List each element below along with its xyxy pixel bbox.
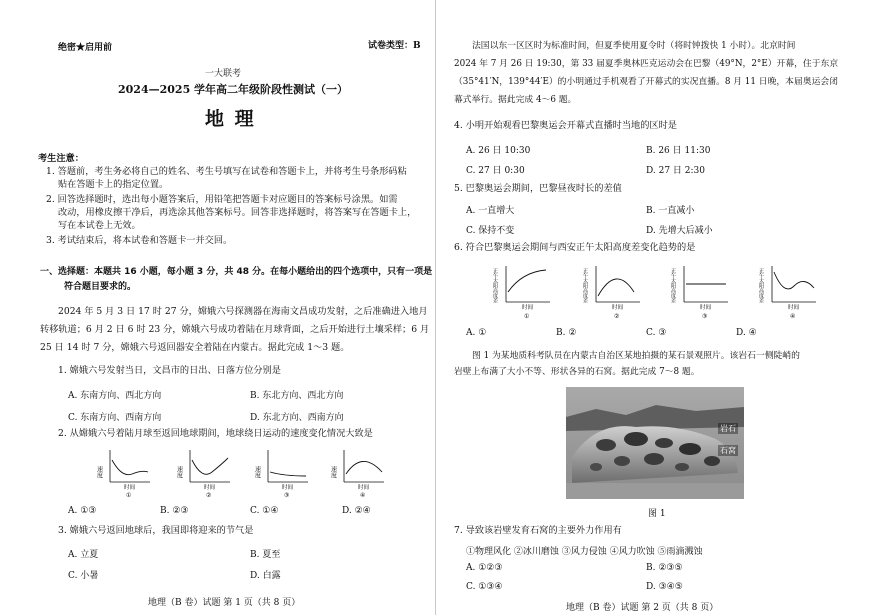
note-line-5: 写在本试卷上无效。 (58, 220, 141, 231)
notes-title: 考生注意： (38, 153, 84, 164)
q2-graph-3-xlabel: 时间 (282, 485, 294, 491)
q6-graph-3 (670, 262, 734, 320)
note-line-4: 改动，用橡皮擦干净后，再选涂其他答案标号。回答非选择题时，将答案写在答题卡上， (58, 207, 417, 218)
q2-option-b: B. ②③ (160, 506, 189, 516)
right-page-footer: 地理（B 卷）试题 第 2 页（共 8 页） (566, 603, 719, 613)
q2-graph-1-num: ① (126, 492, 132, 498)
q6-option-a: A. ① (466, 328, 487, 338)
passage3-line-1: 图 1 为某地质科考队员在内蒙古自治区某地拍摄的某石景观照片。该岩石一侧陡峭的 (472, 351, 800, 361)
q2-graph-2-xlabel: 时间 (204, 485, 216, 491)
q6-graph-2-xlabel: 时间 (612, 305, 624, 311)
section1-instruction-1: 一、选择题：本题共 16 小题，每小题 3 分，共 48 分。在每小题给出的四个选项中，只有一项是 (40, 267, 433, 277)
q2-graph-1-ylabel: 速度 (96, 466, 103, 478)
q6-graph-1-ylabel: 正午太阳高度差 (492, 268, 498, 303)
photo-label-pit: 石窝 (720, 446, 736, 455)
q4-option-c: C. 27 日 0:30 (466, 166, 525, 176)
q2-graph-3-ylabel: 速度 (254, 466, 261, 478)
question-1: 1. 嫦娥六号发射当日，文昌市的日出、日落方位分别是 (58, 365, 281, 376)
photo-label-rock: 岩石 (720, 424, 736, 433)
q6-graph-4 (758, 262, 822, 320)
q7-factor-list: ①物理风化 ②冰川磨蚀 ③风力侵蚀 ④风力吹蚀 ⑤雨滴溅蚀 (466, 547, 703, 557)
q6-graph-4-ylabel: 正午太阳高度差 (758, 268, 764, 303)
org-name: 一大联考 (205, 69, 242, 79)
q3-option-c: C. 小暑 (68, 571, 99, 581)
q6-option-c: C. ③ (646, 328, 667, 338)
passage3-line-2: 岩壁上布满了大小不等、形状各异的石窝。据此完成 7～8 题。 (454, 367, 700, 377)
q2-graph-1 (96, 446, 156, 498)
q6-graph-3-ylabel: 正午太阳高度差 (670, 268, 676, 303)
q6-graph-1-num: ① (524, 313, 530, 320)
passage2-line-2: 2024 年 7 月 26 日 19:30，第 33 届夏季奥林匹克运动会在巴黎（49°N，2°E）开幕，住于东京 (454, 59, 839, 69)
q3-option-a: A. 立夏 (68, 550, 99, 560)
note-line-3: 2. 回答选择题时，选出每小题答案后，用铅笔把答题卡对应题目的答案标号涂黑。如需 (46, 194, 398, 205)
q2-graph-3 (254, 446, 314, 498)
left-page-footer: 地理（B 卷）试题 第 1 页（共 8 页） (148, 598, 301, 608)
q6-graph-1 (492, 262, 556, 320)
question-7: 7. 导致该岩壁发育石窝的主要外力作用有 (454, 525, 622, 536)
q4-option-b: B. 26 日 11:30 (646, 146, 711, 156)
q6-graph-2 (582, 262, 646, 320)
passage2-line-3: （35°41′N，139°44′E）的小明通过手机观看了开幕式的实况直播。8 月 11 日晚，本届奥运会闭 (454, 77, 838, 87)
note-line-1: 1. 答题前，考生务必将自己的姓名、考生号填写在试卷和答题卡上，并将考生号条形码粘 (46, 166, 407, 177)
q2-graph-4-xlabel: 时间 (358, 485, 370, 491)
q3-option-b: B. 夏至 (250, 550, 281, 560)
question-4: 4. 小明开始观看巴黎奥运会开幕式直播时当地的区时是 (454, 120, 677, 131)
subject-title: 地 理 (205, 108, 256, 130)
q6-graph-4-num: ④ (790, 313, 796, 320)
q6-graph-2-ylabel: 正午太阳高度差 (582, 268, 588, 303)
passage2-line-1: 法国以东一区区时为标准时间，但夏季使用夏令时（将时钟拨快 1 小时）。北京时间 (472, 41, 796, 51)
q4-option-d: D. 27 日 2:30 (646, 166, 706, 176)
q7-option-b: B. ②③⑤ (646, 563, 683, 573)
q1-option-b: B. 东北方向、西北方向 (250, 391, 344, 401)
exam-title: 2024—2025 学年高二年级阶段性测试（一） (118, 83, 349, 96)
q7-option-a: A. ①②③ (466, 563, 503, 573)
question-5: 5. 巴黎奥运会期间，巴黎昼夜时长的差值 (454, 183, 622, 194)
q2-graph-1-xlabel: 时间 (124, 485, 136, 491)
note-line-2: 贴在答题卡上的指定位置。 (58, 179, 169, 190)
q2-option-d: D. ②④ (342, 506, 371, 516)
q3-option-d: D. 白露 (250, 571, 281, 581)
q2-graph-4-num: ④ (360, 492, 366, 498)
q2-graph-2-num: ② (206, 492, 212, 498)
q2-graph-2 (176, 446, 236, 498)
right-page (436, 0, 870, 615)
passage1-line-2: 转移轨道；6 月 2 日 6 时 23 分，嫦娥六号成功着陆在月球背面，之后开始进行土壤采样；6 月 (40, 324, 430, 335)
q2-option-c: C. ①④ (250, 506, 279, 516)
q6-graph-1-xlabel: 时间 (522, 305, 534, 311)
q7-option-d: D. ③④⑤ (646, 582, 683, 592)
q7-option-c: C. ①③④ (466, 582, 503, 592)
q6-graph-3-num: ③ (702, 313, 708, 320)
passage1-line-1: 2024 年 5 月 3 日 17 时 27 分，嫦娥六号探测器在海南文昌成功发射，之后准确进入地月 (58, 306, 428, 317)
question-3: 3. 嫦娥六号返回地球后，我国即将迎来的节气是 (58, 525, 254, 536)
rock-photo (566, 387, 744, 499)
section1-instruction-2: 符合题目要求的。 (64, 282, 137, 292)
q5-option-c: C. 保持不变 (466, 226, 515, 236)
confidential-label: 绝密★启用前 (58, 43, 113, 53)
q2-graph-4-ylabel: 速度 (330, 466, 337, 478)
q5-option-a: A. 一直增大 (466, 206, 515, 216)
q2-graph-4 (330, 446, 390, 498)
q1-option-d: D. 东北方向、西南方向 (250, 413, 344, 423)
q2-graph-2-ylabel: 速度 (176, 466, 183, 478)
q6-option-d: D. ④ (736, 328, 757, 338)
q6-graph-4-xlabel: 时间 (788, 305, 800, 311)
rock-photo-drawing (566, 387, 744, 499)
q2-graph-3-num: ③ (284, 492, 290, 498)
passage1-line-3: 25 日 14 时 7 分，嫦娥六号返回器安全着陆在内蒙古。据此完成 1～3 题。 (40, 342, 350, 353)
figure-caption: 图 1 (648, 509, 666, 519)
exam-type-label: 试卷类型：B (368, 41, 421, 51)
question-2: 2. 从嫦娥六号着陆月球至返回地球期间，地球绕日运动的速度变化情况大致是 (58, 428, 373, 439)
q4-option-a: A. 26 日 10:30 (466, 146, 531, 156)
question-6: 6. 符合巴黎奥运会期间与西安正午太阳高度差变化趋势的是 (454, 242, 696, 253)
q1-option-c: C. 东南方向、西南方向 (68, 413, 162, 423)
q5-option-b: B. 一直减小 (646, 206, 695, 216)
note-line-6: 3. 考试结束后，将本试卷和答题卡一并交回。 (46, 235, 233, 246)
q6-option-b: B. ② (556, 328, 577, 338)
q2-option-a: A. ①③ (68, 506, 97, 516)
q1-option-a: A. 东南方向、西北方向 (68, 391, 162, 401)
q5-option-d: D. 先增大后减小 (646, 226, 713, 236)
q6-graph-2-num: ② (614, 313, 620, 320)
passage2-line-4: 幕式举行。据此完成 4～6 题。 (454, 95, 577, 105)
q6-graph-3-xlabel: 时间 (700, 305, 712, 311)
